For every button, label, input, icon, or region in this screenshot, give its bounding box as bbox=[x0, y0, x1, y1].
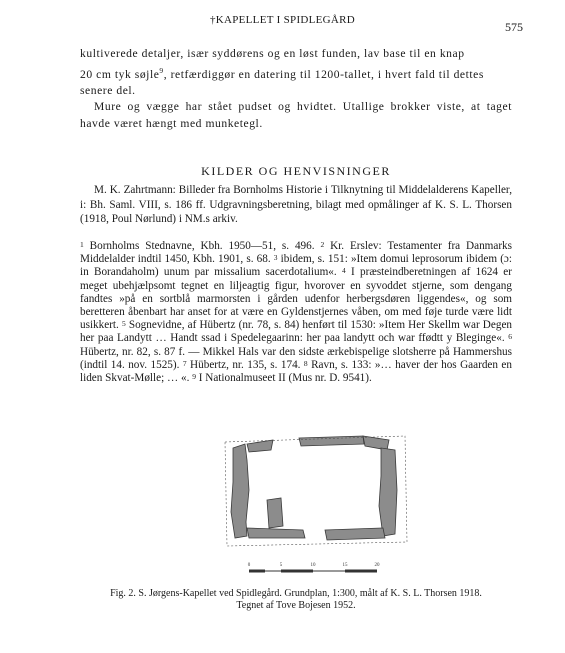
east-wall bbox=[379, 448, 397, 536]
caption-line: Tegnet af Tove Bojesen 1952. bbox=[236, 600, 356, 611]
section-heading: KILDER OG HENVISNINGER bbox=[201, 164, 391, 178]
north-wall-east bbox=[363, 436, 389, 450]
footnote-number: 5 bbox=[121, 319, 126, 329]
paragraph-line: 20 cm tyk søjle$^9$, retfærdiggør en datering til 1200-tallet, i hvert fald til dettes bbox=[80, 65, 484, 81]
south-wall bbox=[247, 528, 305, 538]
scale-bar bbox=[248, 563, 380, 573]
footnote-text: ibidem, s. 151: »Item domui leprosorum ibidem (ɔ: in Borandaholm) unum par missalium sacerdotalium«. bbox=[80, 253, 512, 279]
footnote-text: Ravn, s. 133: »… haver der hos Gaarden en liden Skvat-Mølle; … «. bbox=[80, 358, 512, 385]
footnote-text: I præsteindberetningen af 1624 er meget ubehjælpsomt tegnet en liljeagtig figur, hvorover en syvoddet stjerne, som dengang fandtes »på en sortblå marmorsten i gården udenfor herbergsdøren liggendes«, og som beretteren åbenbart har anset for at være en Gyldenstjernes våben, om med føje turde være lidt usikkert. bbox=[80, 266, 512, 332]
footnote-ref: 9 bbox=[159, 65, 164, 75]
footnote-text: Hübertz, nr. 135, s. 174. bbox=[186, 358, 304, 371]
paragraph-line: senere del. bbox=[80, 83, 136, 97]
footnote-text: Sognevidne, af Hübertz (nr. 78, s. 84) henført til 1530: »Item Her Skellm war Degen her paa Landytt … Handt ssad i Spedelegaarinn: her paa landytt och war ffødtt y Bleginge«. bbox=[80, 319, 513, 345]
footnote-text: I Nationalmuseet II (Mus nr. D. 9541). bbox=[195, 372, 372, 385]
paragraph-line: kultiverede detaljer, især syddørens og en løst funden, lav base til en knap bbox=[80, 47, 465, 60]
west-wall bbox=[231, 444, 249, 538]
paragraph: Mure og vægge har stået pudset og hvidtet. Utallige brokker viste, at taget havde været hængt med munketegl. bbox=[80, 100, 512, 130]
scale-label: 20 bbox=[374, 563, 380, 568]
footnote-number: 2 bbox=[320, 240, 325, 249]
body-text bbox=[80, 46, 512, 132]
footnote-number: 8 bbox=[303, 358, 308, 368]
footnote-number: 9 bbox=[192, 372, 196, 382]
footnote-number: 1 bbox=[80, 240, 84, 249]
scale-label: 0 bbox=[247, 563, 251, 568]
footnote-number: 3 bbox=[273, 253, 278, 263]
page-number: 575 bbox=[505, 20, 523, 34]
footnote-number: 4 bbox=[341, 266, 346, 276]
footnote-text: Bornholms Stednavne, Kbh. 1950—51, s. 496. bbox=[83, 240, 321, 252]
footnotes bbox=[80, 240, 512, 385]
footnote-number: 7 bbox=[182, 358, 187, 368]
running-header: †KAPELLET I SPIDLEGÅRD bbox=[209, 14, 356, 26]
scale-label: 15 bbox=[342, 563, 348, 568]
floor-plan-figure bbox=[213, 430, 413, 580]
south-wall-east bbox=[325, 528, 385, 540]
caption-line: Fig. 2. S. Jørgens-Kapellet ved Spidlegård. Grundplan, 1:300, målt af K. S. L. Thorsen 1918. bbox=[110, 588, 482, 599]
north-wall bbox=[247, 440, 273, 452]
footnote-text: Hübertz, nr. 82, s. 87 f. — Mikkel Hals var den sidste ærkebispelige slotsherre på Hammershus (indtil 14. nov. 1525). bbox=[80, 345, 512, 371]
floor-plan bbox=[231, 436, 397, 540]
scale-label: 10 bbox=[310, 563, 316, 568]
footnote-number: 6 bbox=[508, 332, 512, 342]
interior-pier bbox=[267, 498, 283, 528]
scale-label: 5 bbox=[279, 563, 283, 568]
figure-caption bbox=[80, 588, 512, 612]
footnote-text: Kr. Erslev: Testamenter fra Danmarks Middelalder indtil 1450, Kbh. 1901, s. 68. bbox=[80, 240, 512, 266]
sources-paragraph: M. K. Zahrtmann: Billeder fra Bornholms Historie i Tilknytning til Middelalderens Kapeller, i: Bh. Saml. VIII, s. 186 ff. Udgravningsberetning, bilagt med opmålinger af K. S. L. Thorsen (1918, Poul Nørlund) i NM.s arkiv. bbox=[80, 184, 512, 225]
